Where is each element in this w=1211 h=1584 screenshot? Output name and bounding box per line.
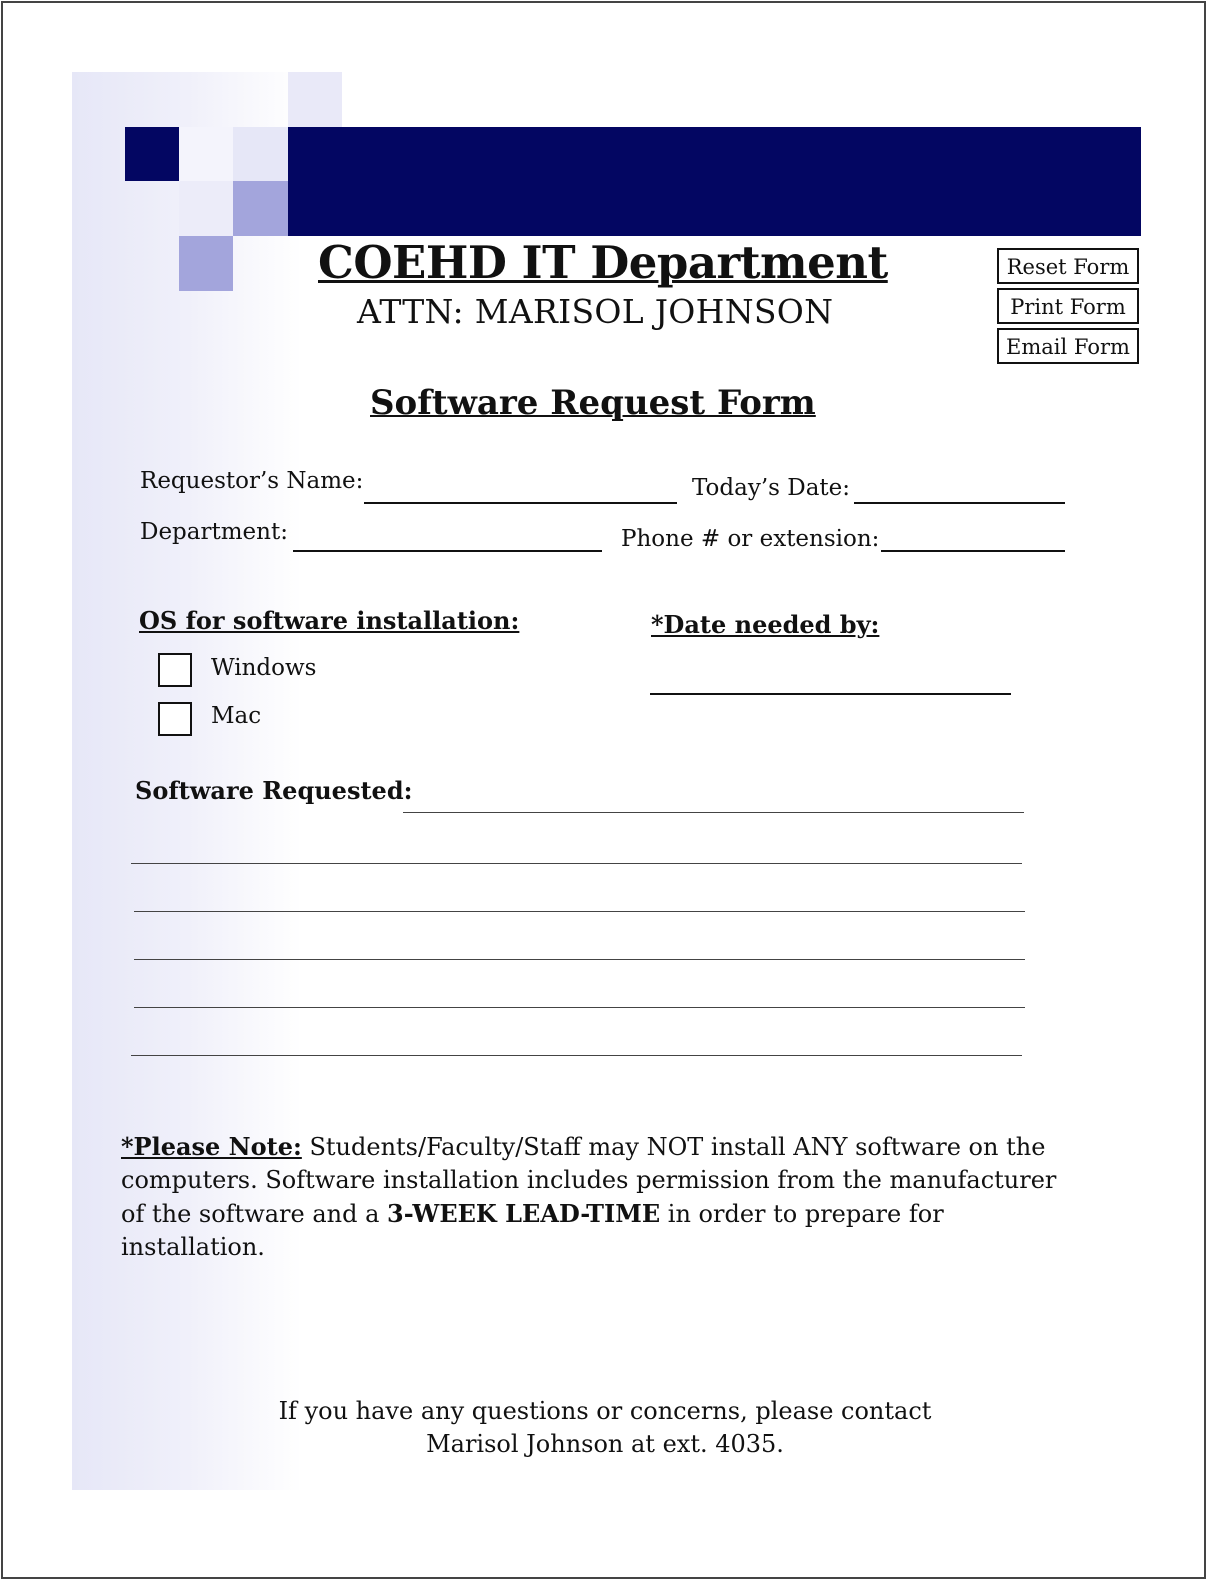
print-form-button[interactable]: Print Form (997, 288, 1139, 324)
phone-field[interactable] (881, 550, 1065, 552)
todays-date-field[interactable] (854, 502, 1065, 504)
deco-square (179, 127, 233, 181)
form-title: Software Request Form (370, 383, 816, 423)
todays-date-label: Today’s Date: (692, 475, 851, 501)
mac-label: Mac (211, 703, 262, 729)
software-line[interactable] (134, 911, 1025, 912)
software-requested-label: Software Requested: (135, 776, 413, 805)
lead-time-emphasis: 3-WEEK LEAD-TIME (387, 1199, 661, 1228)
date-needed-label: *Date needed by: (651, 610, 880, 639)
please-note-heading: *Please Note: (121, 1132, 302, 1161)
phone-label: Phone # or extension: (621, 526, 880, 552)
attn-line: ATTN: MARISOL JOHNSON (357, 292, 834, 331)
deco-square (233, 181, 288, 236)
contact-info (200, 1395, 1010, 1461)
software-line[interactable] (134, 1007, 1025, 1008)
mac-checkbox[interactable] (158, 702, 192, 736)
please-note-paragraph (121, 1130, 1061, 1264)
windows-label: Windows (211, 655, 317, 681)
deco-square (179, 236, 233, 291)
requestor-name-field[interactable] (364, 502, 677, 504)
software-line[interactable] (134, 959, 1025, 960)
note-text-1: Students/Faculty/Staff may NOT install ANY software on the computers. Software installation includes permission from the manufacturer of the software and a (121, 1133, 1057, 1228)
requestor-name-label: Requestor’s Name: (140, 468, 364, 494)
department-title: COEHD IT Department (318, 236, 888, 289)
email-form-button[interactable]: Email Form (997, 328, 1139, 364)
deco-square (288, 72, 342, 127)
software-line[interactable] (131, 1055, 1022, 1056)
deco-square (233, 127, 288, 181)
deco-square (125, 127, 179, 181)
department-field[interactable] (293, 550, 602, 552)
contact-line-1: If you have any questions or concerns, please contact (278, 1397, 932, 1425)
reset-form-button[interactable]: Reset Form (997, 248, 1139, 284)
software-line[interactable] (131, 863, 1022, 864)
date-needed-field[interactable] (650, 693, 1011, 695)
department-label: Department: (140, 519, 288, 545)
note-text-2: in order to prepare for installation. (121, 1200, 944, 1261)
os-heading: OS for software installation: (139, 606, 520, 635)
contact-line-2: Marisol Johnson at ext. 4035. (426, 1430, 784, 1458)
windows-checkbox[interactable] (158, 653, 192, 687)
header-banner (288, 127, 1141, 236)
deco-square (179, 181, 233, 236)
software-line[interactable] (403, 812, 1024, 813)
